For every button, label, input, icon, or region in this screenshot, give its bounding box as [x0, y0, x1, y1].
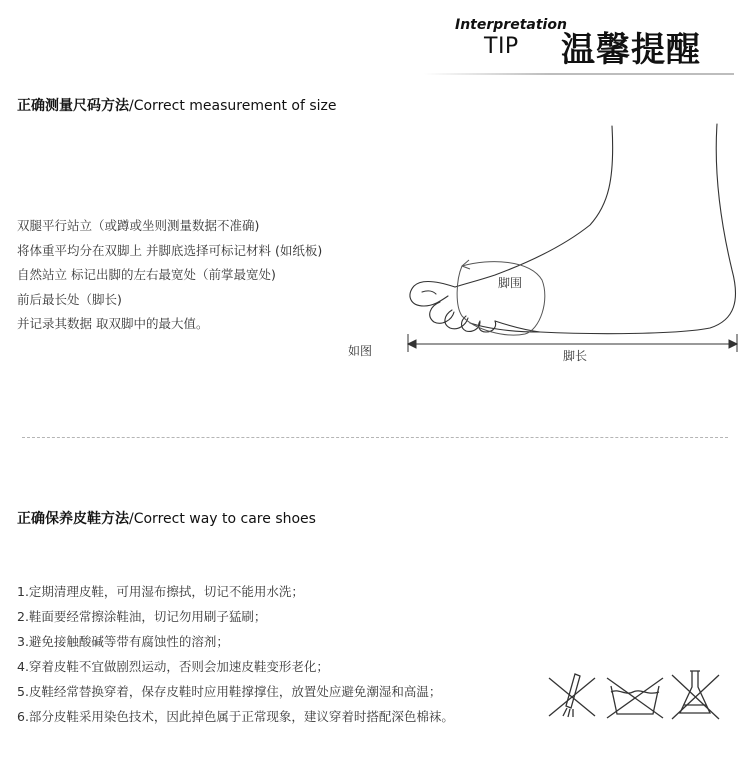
no-brushing-icon — [545, 668, 600, 723]
care-title-en: /Correct way to care shoes — [129, 511, 316, 527]
measure-line: 并记录其数据 取双脚中的最大值。 — [17, 316, 209, 331]
list-item: 4.穿着皮鞋不宜做剧烈运动，否则会加速皮鞋变形老化； — [17, 659, 329, 674]
big-toe — [410, 281, 455, 306]
header-underline — [424, 73, 734, 75]
length-arrow-left — [408, 340, 416, 348]
figure-caption: 如图 — [348, 344, 373, 358]
length-arrow-right — [729, 340, 737, 348]
list-item: 3.避免接触酸碱等带有腐蚀性的溶剂； — [17, 634, 229, 649]
length-label: 脚长 — [563, 349, 588, 363]
header-title-cn: 温馨提醒 — [561, 30, 701, 70]
measure-line: 自然站立 标记出脚的左右最宽处（前掌最宽处) — [17, 267, 276, 282]
header-tip-label: TIP — [484, 34, 519, 59]
care-list — [17, 579, 454, 729]
list-item: 5.皮鞋经常替换穿着，保存皮鞋时应用鞋撑撑住，放置处应避免潮湿和高温； — [17, 684, 442, 699]
measure-line: 前后最长处（脚长) — [17, 291, 122, 307]
measure-title-cn: 正确测量尺码方法 — [17, 98, 129, 114]
measure-line: 双腿平行站立（或蹲或坐则测量数据不准确) — [17, 218, 260, 233]
foot-outline-heel — [540, 124, 736, 334]
measure-instructions — [17, 214, 322, 337]
girth-label: 脚围 — [498, 276, 523, 290]
section-divider — [22, 437, 728, 438]
list-item: 2.鞋面要经常擦涂鞋油，切记勿用刷子猛刷； — [17, 609, 267, 624]
no-chemicals-icon — [668, 665, 723, 723]
foot-diagram — [400, 120, 745, 370]
measure-title-en: /Correct measurement of size — [129, 98, 337, 114]
toe-3 — [445, 310, 468, 329]
no-washing-icon — [605, 672, 665, 722]
care-section-title — [17, 508, 316, 528]
measure-section-title — [17, 95, 336, 115]
care-title-cn: 正确保养皮鞋方法 — [17, 511, 129, 527]
header-subtitle-en: Interpretation — [455, 17, 567, 33]
toe-2 — [430, 302, 454, 323]
list-item: 6.部分皮鞋采用染色技术，因此掉色属于正常现象，建议穿着时搭配深色棉袜。 — [17, 709, 454, 724]
list-item: 1.定期清理皮鞋，可用湿布擦拭，切记不能用水洗； — [17, 584, 304, 599]
measure-line: 将体重平均分在双脚上 并脚底选择可标记材料 (如纸板) — [17, 242, 323, 258]
